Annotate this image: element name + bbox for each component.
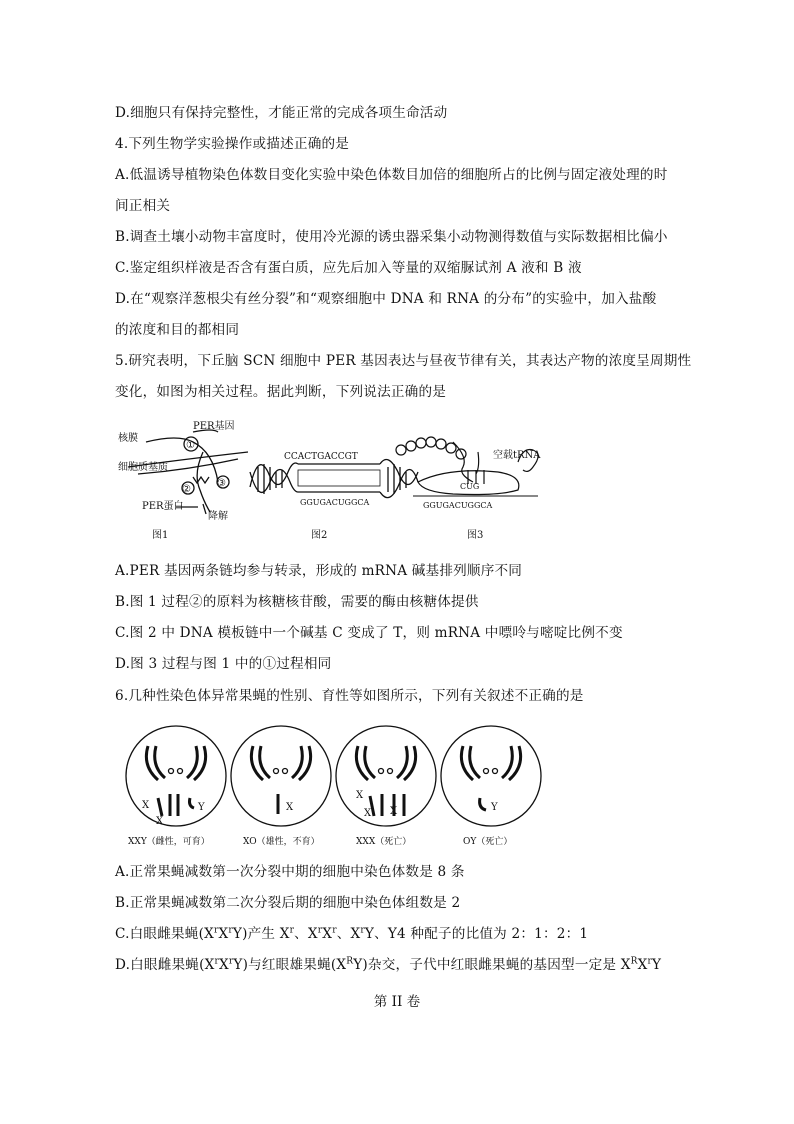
option-6d: D.白眼雌果蝇$(X^rX^rY)$与红眼雄果蝇$(X^RY)$杂交，子代中红眼雌果蝇的基因型一定是 $X^RX^rY$ bbox=[115, 956, 662, 973]
figure-5-panel-2 bbox=[250, 460, 418, 498]
chrom-label-x3: X bbox=[286, 802, 294, 813]
fig3-codon: CUG bbox=[460, 482, 480, 491]
option-5b: B.图 1 过程②的原料为核糖核苷酸，需要的酶由核糖体提供 bbox=[115, 594, 479, 610]
chrom-label-x6: X bbox=[390, 806, 398, 817]
option-5d: D.图 3 过程与图 1 中的①过程相同 bbox=[115, 656, 332, 672]
caption-xxy: XXY（雌性，可育） bbox=[128, 837, 210, 847]
chrom-label-x1: X bbox=[142, 800, 150, 811]
fig1-per-protein: PER蛋白 bbox=[142, 501, 184, 512]
fig1-degrade: 降解 bbox=[208, 511, 228, 522]
fly-cell-xxy bbox=[126, 726, 226, 826]
fly-cell-xxx bbox=[336, 726, 436, 826]
option-4a: A.低温诱导植物染色体数目变化实验中染色体数目加倍的细胞所占的比例与固定液处理的时 bbox=[115, 167, 668, 183]
fig1-caption: 图1 bbox=[152, 530, 169, 541]
question-5-cont: 变化，如图为相关过程。据此判断，下列说法正确的是 bbox=[115, 384, 447, 400]
option-4c: C.鉴定组织样液是否含有蛋白质，应先后加入等量的双缩脲试剂 A 液和 B 液 bbox=[115, 260, 582, 276]
fig1-step-1: ① bbox=[186, 440, 195, 451]
option-4d-cont: 的浓度和目的都相同 bbox=[115, 322, 240, 338]
option-4a-cont: 间正相关 bbox=[115, 198, 171, 214]
chrom-label-x2: X bbox=[156, 816, 164, 827]
section-footer: 第 II 卷 bbox=[373, 994, 421, 1010]
fig1-cytoplasm: 细胞质基质 bbox=[118, 462, 168, 473]
chrom-label-x4: X bbox=[356, 790, 364, 801]
caption-oy: OY（死亡） bbox=[463, 837, 513, 847]
caption-xo: XO（雄性，不育） bbox=[243, 837, 320, 847]
line-d3: D.细胞只有保持完整性，才能正常的完成各项生命活动 bbox=[115, 105, 448, 121]
option-6b: B.正常果蝇减数第二次分裂后期的细胞中染色体组数是 2 bbox=[115, 895, 461, 911]
option-4d: D.在“观察洋葱根尖有丝分裂”和“观察细胞中 DNA 和 RNA 的分布”的实验中，加入盐酸 bbox=[115, 291, 657, 307]
fig3-mrna: GGUGACUGGCA bbox=[423, 501, 493, 510]
chrom-label-y1: Y bbox=[198, 802, 205, 813]
fig2-mrna: GGUGACUGGCA bbox=[300, 498, 370, 507]
option-6a: A.正常果蝇减数第一次分裂中期的细胞中染色体数是 8 条 bbox=[115, 864, 465, 880]
question-6: 6.几种性染色体异常果蝇的性别、育性等如图所示，下列有关叙述不正确的是 bbox=[115, 688, 584, 704]
figure-5 bbox=[118, 412, 550, 547]
caption-xxx: XXX（死亡） bbox=[356, 837, 412, 847]
option-5c: C.图 2 中 DNA 模板链中一个碱基 C 变成了 T，则 mRNA 中嘌呤与嘧啶比例不变 bbox=[115, 625, 623, 641]
fig2-caption: 图2 bbox=[311, 530, 328, 541]
fig3-caption: 图3 bbox=[467, 530, 484, 541]
question-5: 5.研究表明，下丘脑 SCN 细胞中 PER 基因表达与昼夜节律有关，其表达产物的浓度呈周期性 bbox=[115, 353, 692, 369]
fig1-step-2: ② bbox=[182, 484, 191, 495]
figure-6 bbox=[118, 718, 550, 858]
fig1-nuclear-membrane: 核膜 bbox=[118, 433, 138, 444]
option-6c: C.白眼雌果蝇$(X^rX^rY)$产生 $X^r$、$X^rX^r$、$X^rY$、Y4 种配子的比值为 2：1：2：1 bbox=[115, 925, 589, 942]
fig2-dna: CCACTGACCGT bbox=[284, 452, 358, 462]
chrom-label-y2: Y bbox=[491, 802, 498, 813]
option-4b: B.调查土壤小动物丰富度时，使用冷光源的诱虫器采集小动物测得数值与实际数据相比偏小 bbox=[115, 229, 668, 245]
fig1-per-gene: PER基因 bbox=[193, 421, 235, 432]
fig1-step-3: ③ bbox=[217, 478, 226, 489]
fig3-empty-trna: 空载tRNA bbox=[493, 450, 541, 461]
question-4: 4.下列生物学实验操作或描述正确的是 bbox=[115, 136, 350, 152]
option-5a: A.PER 基因两条链均参与转录，形成的 mRNA 碱基排列顺序不同 bbox=[115, 563, 523, 579]
chrom-label-x5: X bbox=[364, 808, 372, 819]
fly-cell-xo bbox=[231, 726, 331, 826]
